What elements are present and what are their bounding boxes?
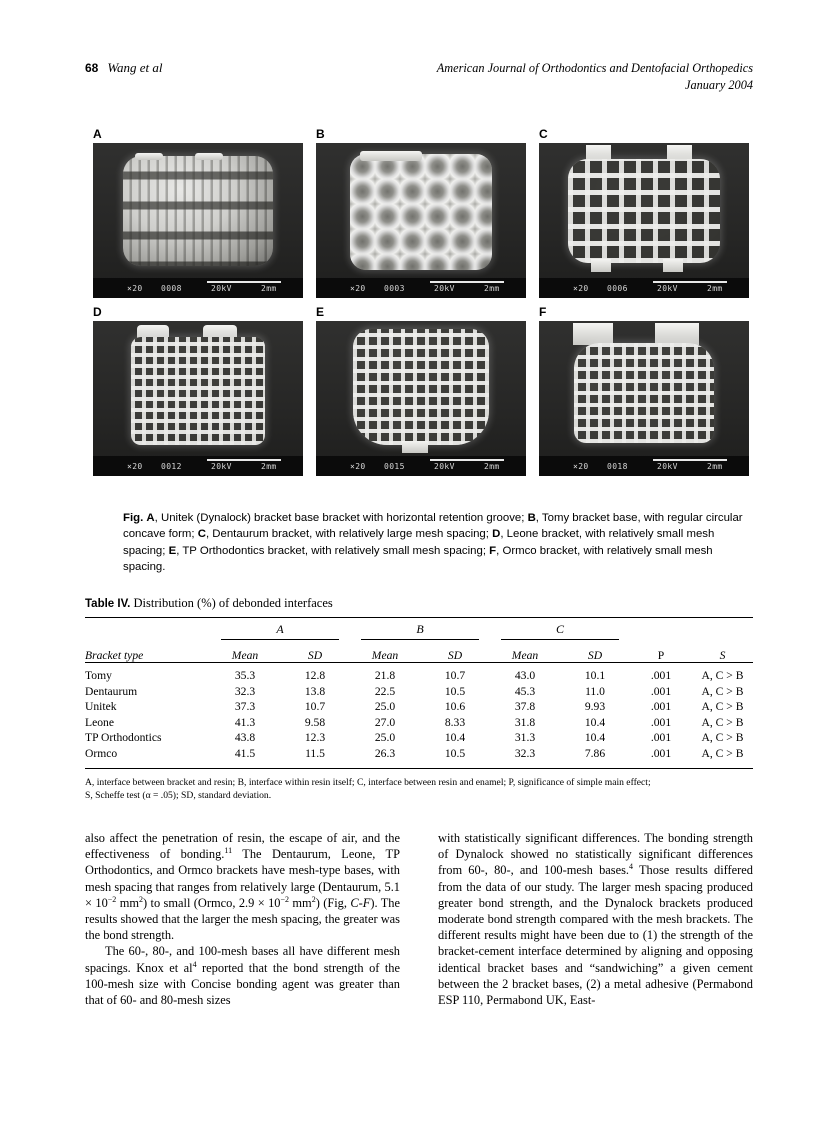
figure-caption-label: Fig. xyxy=(123,512,144,524)
cell-b-mean: 26.3 xyxy=(374,746,396,760)
group-header-p-spacer xyxy=(630,619,692,640)
cell-a-mean: 32.3 xyxy=(234,684,256,698)
sem-micrograph-e xyxy=(316,321,526,476)
sem-info-bar-e xyxy=(316,456,526,476)
table-row xyxy=(85,700,753,716)
figure-panel-e xyxy=(316,306,526,476)
cell-c-sd: 11.0 xyxy=(585,684,605,698)
cell-p: .001 xyxy=(650,669,672,682)
cell-c-mean: 45.3 xyxy=(514,684,536,698)
cell-b-mean: 25.0 xyxy=(374,731,396,745)
para1-text-6: ) (Fig, xyxy=(315,895,351,910)
caption-text-b: , Tomy bracket base, with regular circular concave form; xyxy=(123,512,743,541)
sem-voltage: 20kV xyxy=(657,283,678,293)
cell-b-sd: 10.5 xyxy=(444,684,466,698)
panel-letter-d: D xyxy=(93,305,102,319)
cell-a-mean: 35.3 xyxy=(234,669,256,682)
rpara1-text-1: with statistically significant differences. The bonding strength of Dynalock showed no statistically significant differences from 60-, 80-, and 100-mesh bases. xyxy=(438,831,753,878)
bracket-base-e xyxy=(353,329,489,445)
sem-info-bar-d xyxy=(93,456,303,476)
cell-a-mean: 41.3 xyxy=(234,715,256,729)
cell-bracket-type: Ormco xyxy=(85,746,118,760)
cell-a-sd: 11.5 xyxy=(305,746,325,760)
sem-info-bar-f xyxy=(539,456,749,476)
cell-a-mean: 41.5 xyxy=(234,746,256,760)
para2-text-1: The 60-, 80-, and 100-mesh bases all have different mesh spacings. Knox et al xyxy=(85,944,400,975)
cell-p: .001 xyxy=(650,700,672,714)
caption-ref-f: F xyxy=(489,544,497,557)
sem-scale-bar xyxy=(207,281,281,283)
sem-info-bar-b xyxy=(316,278,526,298)
cell-b-sd: 10.4 xyxy=(444,731,466,745)
debonded-interfaces-table xyxy=(85,617,753,770)
group-label-b: B xyxy=(361,622,479,640)
sem-frame-number: 0003 xyxy=(384,283,405,293)
sem-scale-bar xyxy=(653,281,727,283)
journal-title: American Journal of Orthodontics and Dentofacial Orthopedics xyxy=(436,61,753,75)
cell-s: A, C > B xyxy=(701,700,744,714)
exponent-1: −2 xyxy=(107,894,117,904)
sem-scale-label: 2mm xyxy=(261,461,277,471)
caption-text-e: , TP Orthodontics bracket, with relatively small mesh spacing; xyxy=(176,544,490,557)
bracket-base-c xyxy=(568,159,720,263)
cell-a-sd: 9.58 xyxy=(304,715,326,729)
sem-scale-bar xyxy=(653,459,727,461)
running-head-author: Wang et al xyxy=(107,60,163,75)
cell-bracket-type: Dentaurum xyxy=(85,684,138,698)
sem-info-bar-c xyxy=(539,278,749,298)
para1-text-5: mm xyxy=(289,895,312,910)
cell-b-mean: 22.5 xyxy=(374,684,396,698)
sem-voltage: 20kV xyxy=(434,461,455,471)
sem-frame-number: 0006 xyxy=(607,283,628,293)
caption-ref-b: B xyxy=(527,512,536,524)
figure-panel-c xyxy=(539,128,749,298)
panel-letter-e: E xyxy=(316,305,325,319)
para2-text-2: reported that the bond strength of the 100-mesh size with Concise bonding agent was greater than that of 60- and 80-mesh sizes xyxy=(85,960,401,1008)
table-column-header-row xyxy=(85,640,753,663)
table-row xyxy=(85,685,753,701)
figure-panel-a xyxy=(93,128,303,298)
bracket-wing xyxy=(663,259,683,272)
cell-c-mean: 43.0 xyxy=(514,669,536,682)
column-header-b-mean: Mean xyxy=(371,649,399,662)
caption-ref-e: E xyxy=(168,544,177,557)
sem-scale-bar xyxy=(430,459,504,461)
figure-caption xyxy=(123,510,753,575)
cell-p: .001 xyxy=(650,731,672,745)
caption-text-d: , Leone bracket, with relatively small mesh spacing; xyxy=(123,528,715,557)
sem-voltage: 20kV xyxy=(434,283,455,293)
figure-cross-reference: C-F xyxy=(350,895,371,910)
cell-s: A, C > B xyxy=(701,746,744,760)
bracket-wing xyxy=(195,153,223,160)
exponent-3: −2 xyxy=(280,894,289,904)
body-text xyxy=(85,830,753,1008)
table-rule-bottom xyxy=(85,768,753,770)
sem-scale-bar xyxy=(207,459,281,461)
sem-micrograph-a xyxy=(93,143,303,298)
cell-c-mean: 31.3 xyxy=(514,731,536,745)
bracket-wing xyxy=(135,153,163,160)
panel-letter-f: F xyxy=(539,305,547,319)
cell-c-mean: 37.8 xyxy=(514,700,536,714)
column-header-c-mean: Mean xyxy=(511,649,539,662)
para1-text-3: mm xyxy=(116,895,139,910)
exponent-2: 2 xyxy=(138,894,143,904)
sem-magnification: ×20 xyxy=(573,283,589,293)
bracket-wing xyxy=(655,323,699,345)
running-head-left xyxy=(85,60,163,76)
cell-s: A, C > B xyxy=(701,715,744,729)
para1-text-2: The Dentaurum, Leone, TP Orthodontics, and Ormco brackets have mesh-type bases, with mesh spacing that ranges from relatively large (Dentaurum, 5.1 × 10 xyxy=(85,847,400,910)
body-column-right xyxy=(438,830,753,1008)
sem-micrograph-c xyxy=(539,143,749,298)
cell-b-mean: 21.8 xyxy=(374,669,396,682)
table-footnote-line-1: A, interface between bracket and resin; B, interface within resin itself; C, interface between resin and enamel; P, significance of simple main effect; xyxy=(85,776,651,788)
sem-scale-label: 2mm xyxy=(707,283,723,293)
sem-frame-number: 0008 xyxy=(161,283,182,293)
caption-text-f: , Ormco bracket, with relatively small mesh spacing. xyxy=(123,544,713,573)
sem-magnification: ×20 xyxy=(127,283,143,293)
cell-b-sd: 10.7 xyxy=(444,669,466,682)
cell-b-sd: 10.5 xyxy=(444,746,466,760)
cell-s: A, C > B xyxy=(701,684,744,698)
cell-b-mean: 25.0 xyxy=(374,700,396,714)
cell-c-mean: 32.3 xyxy=(514,746,536,760)
caption-ref-a: A xyxy=(146,512,155,524)
paragraph-continuation xyxy=(85,830,400,943)
cell-a-mean: 43.8 xyxy=(234,731,256,745)
paragraph-continuation-right xyxy=(438,830,753,1008)
sem-scale-label: 2mm xyxy=(707,461,723,471)
cell-bracket-type: Unitek xyxy=(85,700,117,714)
exponent-4: 2 xyxy=(311,894,316,904)
caption-text-a: , Unitek (Dynalock) bracket base bracket with horizontal retention groove; xyxy=(154,512,528,524)
table-row xyxy=(85,716,753,732)
table-row xyxy=(85,731,753,747)
body-column-left xyxy=(85,830,400,1008)
reference-marker-4: 4 xyxy=(192,959,197,969)
sem-frame-number: 0018 xyxy=(607,461,628,471)
bracket-base-d xyxy=(131,337,265,445)
column-header-c-sd: SD xyxy=(587,649,603,662)
sem-scale-bar xyxy=(430,281,504,283)
sem-scale-label: 2mm xyxy=(261,283,277,293)
sem-scale-label: 2mm xyxy=(484,461,500,471)
cell-a-sd: 12.8 xyxy=(304,669,326,682)
rpara1-text-2: Those results differed from the data of our study. The larger mesh spacing produced greater bond strength, and the Dynalock brackets produced moderate bond strength compared with the mesh brackets. The different results might have been due to (1) the strength of the bracket-cement interface determined by aligning and opposing identical bracket bases and “sandwiching” a given cement between the 2 bracket bases, (2) a metal adhesive (Permabond ESP 110, Permabond UK, East- xyxy=(438,863,754,1008)
sem-magnification: ×20 xyxy=(573,461,589,471)
bracket-wing xyxy=(402,441,428,453)
cell-p: .001 xyxy=(650,746,672,760)
group-header-s-spacer xyxy=(692,619,753,640)
group-header-spacer xyxy=(85,619,210,640)
sem-magnification: ×20 xyxy=(350,461,366,471)
sem-micrograph-d xyxy=(93,321,303,476)
table-footnote-line-2: S, Scheffe test (α = .05); SD, standard deviation. xyxy=(85,789,272,801)
cell-b-sd: 10.6 xyxy=(444,700,466,714)
column-header-a-mean: Mean xyxy=(231,649,259,662)
cell-c-sd: 10.1 xyxy=(584,669,606,682)
sem-voltage: 20kV xyxy=(211,283,232,293)
panel-letter-c: C xyxy=(539,127,548,141)
cell-c-sd: 10.4 xyxy=(584,731,606,745)
group-header-a xyxy=(210,619,350,640)
cell-s: A, C > B xyxy=(701,669,744,682)
reference-marker-4: 4 xyxy=(629,862,634,872)
figure-panel-d xyxy=(93,306,303,476)
figure-row-top xyxy=(93,128,750,298)
cell-c-mean: 31.8 xyxy=(514,715,536,729)
cell-a-sd: 10.7 xyxy=(304,700,326,714)
table-title xyxy=(85,596,753,611)
para1-text-7: ). The results showed that the larger the mesh spacing, the greater was the bond strength. xyxy=(85,895,401,943)
group-header-c xyxy=(490,619,630,640)
sem-info-bar-a xyxy=(93,278,303,298)
column-header-a-sd: SD xyxy=(307,649,323,662)
bracket-wing xyxy=(360,151,422,161)
column-header-s: S xyxy=(719,649,726,662)
group-label-a: A xyxy=(221,622,339,640)
column-header-p: P xyxy=(657,649,665,662)
page-number: 68 xyxy=(85,61,99,75)
reference-marker-11: 11 xyxy=(224,846,233,856)
sem-micrograph-b xyxy=(316,143,526,298)
cell-bracket-type: Tomy xyxy=(85,669,112,682)
para1-text-4: ) to small (Ormco, 2.9 × 10 xyxy=(142,895,281,910)
issue-date: January 2004 xyxy=(685,78,753,92)
column-header-b-sd: SD xyxy=(447,649,463,662)
cell-p: .001 xyxy=(650,684,672,698)
sem-scale-label: 2mm xyxy=(484,283,500,293)
running-head xyxy=(85,60,753,104)
sem-frame-number: 0015 xyxy=(384,461,405,471)
table-title-text: Distribution (%) of debonded interfaces xyxy=(133,596,333,610)
cell-a-sd: 12.3 xyxy=(304,731,326,745)
sem-frame-number: 0012 xyxy=(161,461,182,471)
table-group-header-row xyxy=(85,619,753,640)
bracket-base-f xyxy=(574,343,714,443)
table-label: Table IV. xyxy=(85,598,131,610)
caption-text-c: , Dentaurum bracket, with relatively large mesh spacing; xyxy=(205,528,493,541)
table-row xyxy=(85,747,753,763)
cell-p: .001 xyxy=(650,715,672,729)
cell-c-sd: 10.4 xyxy=(584,715,606,729)
column-header-bracket-type: Bracket type xyxy=(85,649,144,662)
cell-a-mean: 37.3 xyxy=(234,700,256,714)
cell-c-sd: 7.86 xyxy=(584,746,606,760)
sem-magnification: ×20 xyxy=(350,283,366,293)
table-footnote xyxy=(85,776,753,803)
bracket-base-b xyxy=(350,154,492,270)
cell-s: A, C > B xyxy=(701,731,744,745)
group-header-b xyxy=(350,619,490,640)
caption-ref-d: D xyxy=(492,528,501,541)
running-head-right xyxy=(437,60,753,94)
sem-voltage: 20kV xyxy=(211,461,232,471)
bracket-wing xyxy=(573,323,613,345)
table-four xyxy=(85,596,753,802)
paragraph-mesh-bases xyxy=(85,943,400,1008)
bracket-base-a xyxy=(123,156,273,266)
cell-a-sd: 13.8 xyxy=(304,684,326,698)
sem-micrograph-f xyxy=(539,321,749,476)
table-row xyxy=(85,669,753,685)
cell-b-sd: 8.33 xyxy=(444,715,466,729)
figure-panel-grid xyxy=(93,128,750,484)
figure-panel-b xyxy=(316,128,526,298)
cell-bracket-type: Leone xyxy=(85,715,114,729)
para1-text-1: also affect the penetration of resin, the escape of air, and the effectiveness of bonding. xyxy=(85,831,400,862)
panel-letter-a: A xyxy=(93,127,102,141)
sem-voltage: 20kV xyxy=(657,461,678,471)
group-label-c: C xyxy=(501,622,619,640)
cell-bracket-type: TP Orthodontics xyxy=(85,731,162,745)
cell-c-sd: 9.93 xyxy=(584,700,606,714)
sem-magnification: ×20 xyxy=(127,461,143,471)
figure-panel-f xyxy=(539,306,749,476)
figure-row-bottom xyxy=(93,306,750,476)
caption-ref-c: C xyxy=(197,528,206,541)
cell-b-mean: 27.0 xyxy=(374,715,396,729)
panel-letter-b: B xyxy=(316,127,325,141)
bracket-wing xyxy=(591,259,611,272)
